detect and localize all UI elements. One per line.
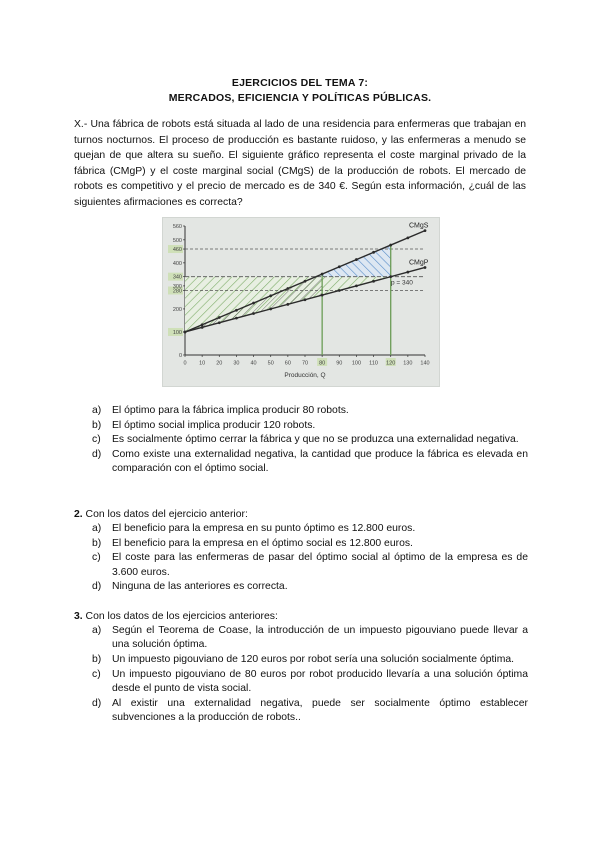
price-label: p = 340 <box>391 279 413 287</box>
q2-option-c <box>92 551 528 579</box>
option-letter: b) <box>92 653 102 665</box>
x-tick-label: 60 <box>284 360 291 367</box>
q3-option-d <box>92 697 528 725</box>
question-3-number: 3. <box>74 611 83 622</box>
cost-chart-figure <box>162 217 440 387</box>
option-letter: c) <box>92 552 101 564</box>
x-tick-label: 140 <box>420 360 430 367</box>
series-point-cmgs <box>218 316 221 319</box>
series-point-cmgp <box>372 280 375 283</box>
cost-chart <box>163 218 439 386</box>
option-letter: b) <box>92 537 102 549</box>
x-tick-label: 20 <box>216 360 223 367</box>
series-point-cmgs <box>269 294 272 297</box>
option-text: El óptimo social implica producir 120 robots. <box>112 419 316 431</box>
option-letter: a) <box>92 405 102 416</box>
x-tick-label: 10 <box>199 360 206 367</box>
y-tick-label: 460 <box>172 247 182 254</box>
option-text: Según el Teorema de Coase, la introducción de un impuesto pigouviano puede llevar a una solución óptima. <box>112 625 528 651</box>
series-point-cmgp <box>406 271 409 274</box>
option-text: El beneficio para la empresa en su punto óptimo es 12.800 euros. <box>112 523 416 534</box>
option-letter: d) <box>92 449 102 461</box>
option-text: Como existe una externalidad negativa, la cantidad que produce la fábrica es elevada en comparación con el óptimo social. <box>112 449 528 475</box>
question-2-text: Con los datos del ejercicio anterior: <box>82 509 248 520</box>
question-1-options <box>92 404 528 477</box>
series-label-cmgp: CMgP <box>409 259 429 267</box>
y-tick-label: 400 <box>172 260 182 267</box>
series-point-cmgs <box>286 287 289 290</box>
series-point-cmgs <box>338 265 341 268</box>
q1-option-d <box>92 448 528 476</box>
option-letter: a) <box>92 523 102 534</box>
q1-option-c <box>92 433 528 447</box>
option-letter: d) <box>92 581 102 593</box>
q3-option-b <box>92 653 528 667</box>
series-point-cmgs <box>424 229 427 232</box>
x-tick-label: 110 <box>369 360 378 367</box>
option-text: Al existir una externalidad negativa, puede ser socialmente óptimo establecer subvenciones a la producción de robots.. <box>112 697 528 723</box>
x-tick-label: 50 <box>267 360 274 367</box>
exercise-statement: X.- Una fábrica de robots está situada al lado de una residencia para enfermeras que trabajan en turnos nocturnos. El proceso de producción es bastante ruidoso, y las enfermeras a menudo se quejan de que altera su sueño. El siguiente gráfico representa el coste marginal privado de la fábrica (CMgP) y el coste marginal social (CMgS) de la producción de robots. El mercado de robots es competitivo y el precio de mercado es de 340 €. Según esta información, ¿cuál de las siguientes afirmaciones es correcta? <box>74 119 526 208</box>
series-label-cmgs: CMgS <box>409 222 429 230</box>
q2-option-b <box>92 537 528 551</box>
option-text: Es socialmente óptimo cerrar la fábrica y que no se produzca una externalidad negativa. <box>112 434 519 446</box>
option-text: El beneficio para la empresa en el óptimo social es 12.800 euros. <box>112 537 413 549</box>
y-tick-label: 0 <box>178 353 182 359</box>
option-letter: d) <box>92 697 102 709</box>
q1-option-b <box>92 419 528 433</box>
series-point-cmgs <box>235 309 238 312</box>
question-3-stem <box>74 610 278 624</box>
document-title-line2: MERCADOS, EFICIENCIA Y POLÍTICAS PÚBLICAS. <box>168 92 432 104</box>
q3-option-c <box>92 668 528 696</box>
option-letter: c) <box>92 668 101 680</box>
x-tick-label: 0 <box>183 360 187 367</box>
series-point-cmgp <box>269 308 272 311</box>
question-3-text: Con los datos de los ejercicios anteriores: <box>82 611 278 622</box>
x-tick-label: 120 <box>386 360 396 367</box>
question-3-options <box>92 624 528 725</box>
document-title-line1: EJERCICIOS DEL TEMA 7: <box>231 77 369 89</box>
series-point-cmgp <box>424 266 427 269</box>
question-2-options <box>92 522 528 595</box>
option-text: Ninguna de las anteriores es correcta. <box>112 581 288 593</box>
x-tick-label: 100 <box>351 360 362 367</box>
option-text: Un impuesto pigouviano de 80 euros por robot producido llevaría a una solución óptima desde el punto de vista social. <box>112 668 528 694</box>
x-tick-label: 130 <box>403 360 413 367</box>
y-tick-label: 300 <box>172 283 182 290</box>
option-letter: a) <box>92 625 102 636</box>
option-text: El óptimo para la fábrica implica producir 80 robots. <box>112 405 349 416</box>
q1-option-a <box>92 404 528 418</box>
question-2-number: 2. <box>74 509 83 520</box>
series-point-cmgp <box>286 303 289 306</box>
series-point-cmgp <box>218 321 221 324</box>
x-axis-title: Producción, Q <box>284 372 326 379</box>
series-point-cmgs <box>355 258 358 261</box>
y-tick-label: 100 <box>172 329 182 336</box>
series-point-cmgp <box>304 298 307 301</box>
series-point-cmgs <box>252 302 255 305</box>
series-point-cmgp <box>252 312 255 315</box>
series-point-cmgp <box>338 289 341 292</box>
q3-option-a <box>92 624 528 652</box>
option-letter: b) <box>92 419 102 431</box>
x-tick-label: 80 <box>319 360 326 367</box>
series-point-cmgs <box>304 280 307 283</box>
series-point-cmgs <box>389 244 392 247</box>
x-tick-label: 90 <box>336 360 343 367</box>
q2-option-d <box>92 580 528 594</box>
series-point-cmgp <box>355 284 358 287</box>
series-point-cmgp <box>201 326 204 329</box>
question-2-stem <box>74 508 248 522</box>
x-tick-label: 40 <box>250 360 257 367</box>
x-tick-label: 70 <box>301 360 309 367</box>
y-tick-label: 200 <box>172 306 182 313</box>
y-tick-label: 340 <box>172 274 182 281</box>
series-point-cmgs <box>201 323 204 326</box>
x-tick-label: 30 <box>233 360 240 367</box>
series-point-cmgs <box>321 273 324 276</box>
series-point-cmgp <box>235 317 238 320</box>
series-point-cmgs <box>372 251 375 254</box>
y-tick-label: 280 <box>172 288 182 295</box>
option-text: Un impuesto pigouviano de 120 euros por robot sería una solución socialmente óptima. <box>112 653 515 665</box>
q2-option-a <box>92 522 528 536</box>
series-point-cmgs <box>406 236 409 239</box>
series-point-cmgp <box>389 275 392 278</box>
series-point-cmgp <box>321 294 324 297</box>
option-text: El coste para las enfermeras de pasar del óptimo social al óptimo de la empresa es de 3.600 euros. <box>112 552 528 578</box>
y-tick-label: 560 <box>172 224 182 230</box>
option-letter: c) <box>92 434 101 446</box>
y-tick-label: 500 <box>172 237 182 244</box>
